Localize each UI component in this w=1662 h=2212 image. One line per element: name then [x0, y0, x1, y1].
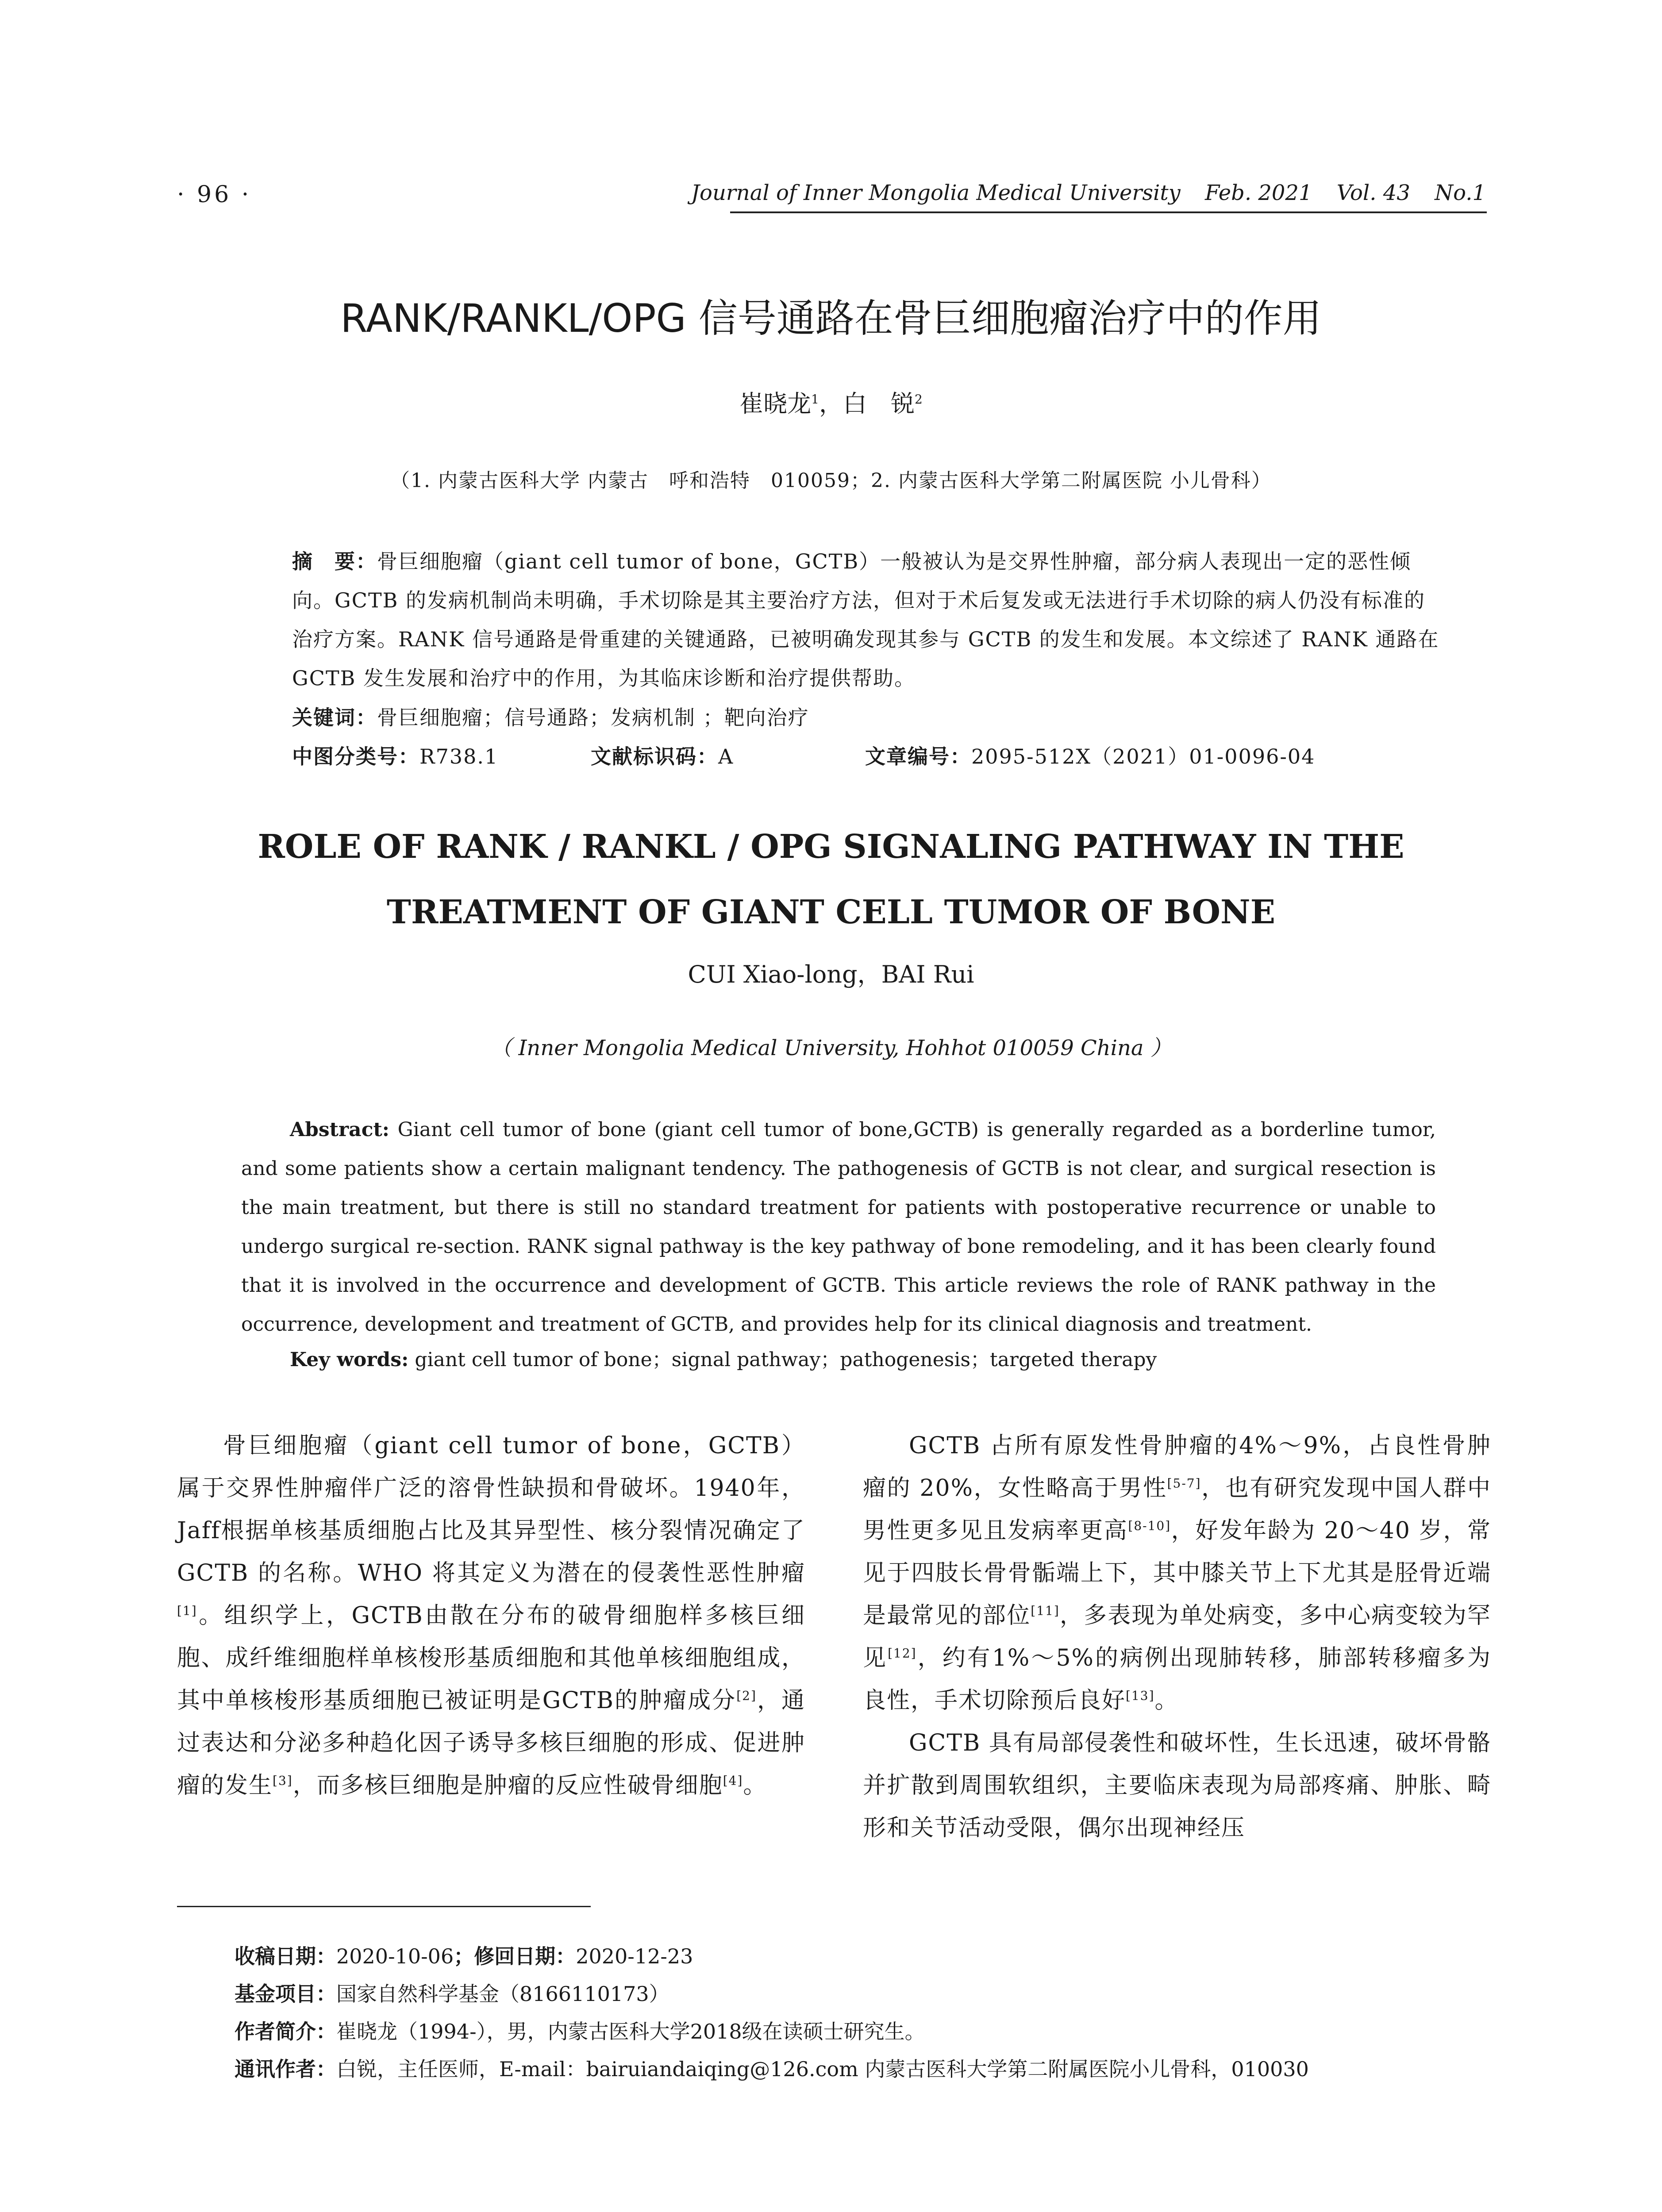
text-run: 。: [1154, 1687, 1179, 1714]
citation: [11]: [1031, 1603, 1060, 1618]
article-no-value: 2095-512X（2021）01-0096-04: [971, 745, 1316, 768]
running-header: [673, 180, 1486, 205]
affiliation-en: （ Inner Mongolia Medical University, Hohhot 010059 China ）: [490, 1036, 1172, 1060]
body-column-left: [177, 1425, 805, 1807]
citation: [12]: [888, 1646, 917, 1661]
article-no-label: 文章编号：: [865, 745, 971, 768]
author-separator: ，: [819, 390, 843, 418]
title-en-line1: ROLE OF RANK / RANKL / OPG SIGNALING PATHWAY IN THE: [258, 828, 1404, 866]
text-run: 。: [743, 1772, 767, 1799]
body-paragraph: GCTB 具有局部侵袭性和破坏性，生长迅速，破坏骨骼并扩散到周围软组织，主要临床表现为局部疼痛、肿胀、畸形和关节活动受限，偶尔出现神经压: [863, 1730, 1491, 1841]
abstract-cn-label: 摘 要：: [292, 549, 377, 573]
author-2-affil: 2: [915, 392, 923, 407]
text-run: ，多表现为单处病变，多中心病变较为罕见: [863, 1602, 1491, 1671]
body-paragraph: [177, 1425, 805, 1807]
corresponding-value: 白锐，主任医师，E-mail：bairuiandaiqing@126.com 内蒙古医科大学第二附属医院小儿骨科，010030: [336, 2057, 1309, 2081]
journal-name: Journal of Inner Mongolia Medical University: [691, 180, 1181, 205]
text-run: 骨巨细胞瘤（giant cell tumor of bone，GCTB）属于交界性肿瘤伴广泛的溶骨性缺损和骨破坏。1940年，Jaff根据单核基质细胞占比及其异型性、核分裂情况确定了 GCTB 的名称。WHO 将其定义为潜在的侵袭性恶性肿瘤: [177, 1432, 805, 1586]
clc-value: R738.1: [419, 745, 499, 768]
body-paragraph: [863, 1425, 1491, 1722]
article-title-cn: RANK/RANKL/OPG 信号通路在骨巨细胞瘤治疗中的作用: [340, 296, 1322, 341]
issue-date: Feb. 2021: [1205, 180, 1312, 205]
text-run: 。组织学上，GCTB由散在分布的破骨细胞样多核巨细胞、成纤维细胞样单核梭形基质细胞和其他单核细胞组成，其中单核梭形基质细胞已被证明是GCTB的肿瘤成分: [177, 1602, 805, 1714]
keywords-en: [290, 1340, 1440, 1379]
page-number: · 96 ·: [177, 181, 252, 208]
abstract-cn-text: 骨巨细胞瘤（giant cell tumor of bone，GCTB）一般被认为是交界性肿瘤，部分病人表现出一定的恶性倾向。GCTB 的发病机制尚未明确，手术切除是其主要治疗方法，但对于术后复发或无法进行手术切除的病人仍没有标准的治疗方案。RANK 信号通路是骨重建的关键通路，已被明确发现其参与 GCTB 的发生和发展。本文综述了 RANK 通路在 GCTB 发生发展和治疗中的作用，为其临床诊断和治疗提供帮助。: [292, 549, 1439, 690]
citation: [2]: [736, 1688, 757, 1703]
citation: [8-10]: [1128, 1518, 1171, 1533]
issue-number: No.1: [1435, 180, 1486, 205]
doc-code-value: A: [718, 745, 734, 768]
citation: [3]: [273, 1773, 293, 1788]
article-title-en: [0, 814, 1662, 945]
body-column-right: [863, 1425, 1491, 1849]
corresponding-label: 通讯作者：: [235, 2057, 336, 2081]
footnote-dates: [235, 1938, 1562, 1975]
text-run: ，而多核巨细胞是肿瘤的反应性破骨细胞: [292, 1772, 723, 1799]
text-run: ，通过表达和分泌多种趋化因子诱导多核巨细胞的形成、促进肿瘤的发生: [177, 1687, 805, 1799]
author-1-affil: 1: [811, 392, 819, 407]
author-1: 崔晓龙: [739, 390, 812, 418]
author-2: 白 锐: [843, 390, 915, 418]
bio-value: 崔晓龙（1994-），男，内蒙古医科大学2018级在读硕士研究生。: [336, 2020, 925, 2043]
citation: [5-7]: [1167, 1476, 1201, 1491]
authors-cn: [0, 385, 1662, 419]
abstract-en-label: Abstract:: [290, 1118, 390, 1141]
revised-date: 2020-12-23: [576, 1944, 693, 1968]
abstract-cn: [292, 542, 1443, 698]
clc-label: 中图分类号：: [292, 745, 419, 768]
revised-label: ；修回日期：: [454, 1944, 576, 1968]
text-run: ，约有1%～5%的病例出现肺转移，肺部转移瘤多为良性，手术切除预后良好: [863, 1645, 1491, 1714]
abstract-en: [241, 1110, 1436, 1344]
footnote-corresponding: [235, 2051, 1562, 2088]
citation: [1]: [177, 1603, 197, 1618]
authors-en: CUI Xiao-long，BAI Rui: [688, 960, 974, 988]
fund-label: 基金项目：: [235, 1982, 336, 2006]
keywords-en-label: Key words:: [290, 1348, 409, 1371]
fund-value: 国家自然科学基金（8166110173）: [336, 1982, 669, 2006]
header-rule: [730, 211, 1487, 213]
footnote-bio: [235, 2013, 1562, 2051]
bio-label: 作者简介：: [235, 2020, 336, 2043]
footnotes: [235, 1938, 1562, 2088]
citation: [13]: [1126, 1688, 1155, 1703]
abstract-en-text: Giant cell tumor of bone (giant cell tumor of bone,GCTB) is generally regarded as a borderline tumor, and some patients show a certain malignant tendency. The pathogenesis of GCTB is not clear, and surgical resection is the main treatment, but there is still no standard treatment for patients with postoperative recurrence or unable to undergo surgical re-section. RANK signal pathway is the key pathway of bone remodeling, and it has been clearly found that it is involved in the occurrence and development of GCTB. This article reviews the role of RANK pathway in the occurrence, development and treatment of GCTB, and provides help for its clinical diagnosis and treatment.: [241, 1118, 1436, 1336]
citation: [4]: [723, 1773, 743, 1788]
affiliation-cn: （1. 内蒙古医科大学 内蒙古 呼和浩特 010059；2. 内蒙古医科大学第二附属医院 小儿骨科）: [390, 469, 1272, 492]
footnote-rule: [177, 1906, 591, 1907]
received-date: 2020-10-06: [336, 1944, 454, 1968]
keywords-en-text: giant cell tumor of bone；signal pathway；pathogenesis；targeted therapy: [415, 1348, 1157, 1371]
keywords-cn: [292, 698, 1443, 737]
text-run: GCTB 占所有原发性骨肿瘤的4%～9%，占良性骨肿瘤的 20%，女性略高于男性: [863, 1432, 1491, 1502]
volume: Vol. 43: [1336, 180, 1410, 205]
text-run: ，好发年龄为 20～40 岁，常见于四肢长骨骨骺端上下，其中膝关节上下尤其是胫骨近端是最常见的部位: [863, 1517, 1491, 1629]
footnote-fund: [235, 1975, 1562, 2013]
keywords-cn-label: 关键词：: [292, 706, 377, 730]
received-label: 收稿日期：: [235, 1944, 336, 1968]
text-run: ，也有研究发现中国人群中男性更多见且发病率更高: [863, 1475, 1491, 1544]
doc-code-label: 文献标识码：: [591, 745, 718, 768]
keywords-cn-text: 骨巨细胞瘤；信号通路；发病机制 ；靶向治疗: [377, 706, 809, 730]
classification-line: [292, 737, 1443, 776]
title-en-line2: TREATMENT OF GIANT CELL TUMOR OF BONE: [386, 893, 1276, 931]
